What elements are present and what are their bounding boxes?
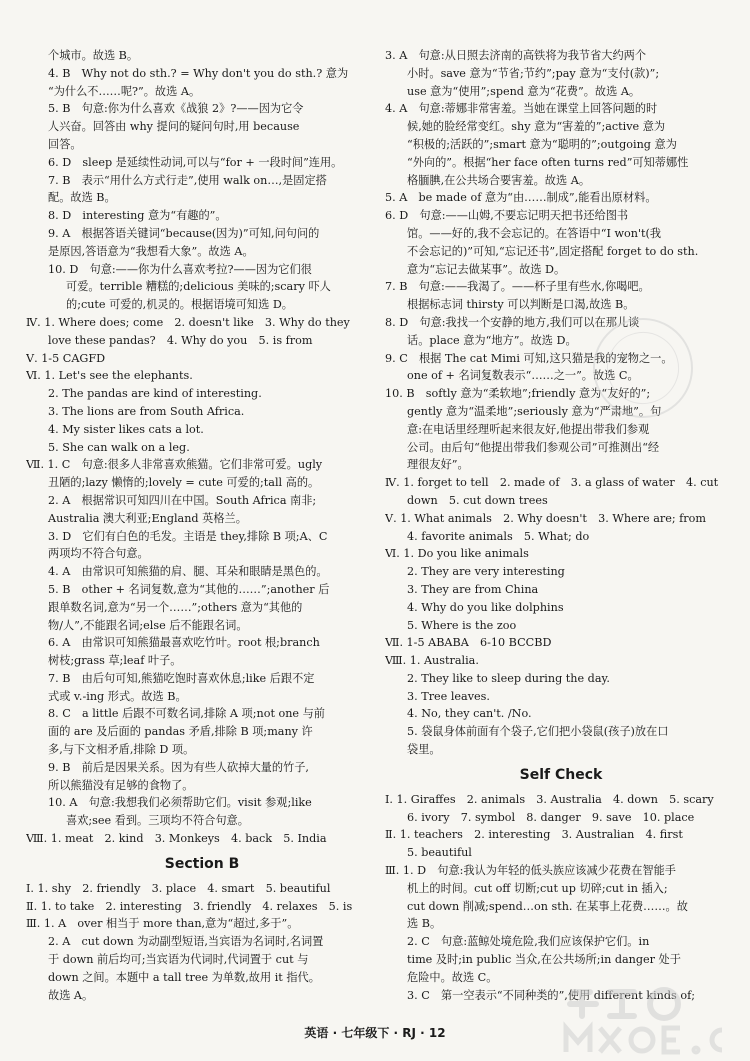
answer-line: 公司。由后句“他提出带我们参观公司”可推测出“经 bbox=[407, 440, 660, 454]
answer-line: down 之间。本题中 a tall tree 为单数,故用 it 指代。 bbox=[48, 970, 320, 984]
answer-line: Ⅲ. 1. D 句意:我认为年轻的低头族应该减少花费在智能手 bbox=[385, 864, 676, 878]
answer-line: “为什么不……呢?”。故选 A。 bbox=[48, 84, 201, 98]
answer-line: Ⅰ. 1. shy 2. friendly 3. place 4. smart 5. beautiful bbox=[26, 881, 331, 895]
answer-line: down 5. cut down trees bbox=[407, 493, 548, 507]
answer-line: 危险中。故选 C。 bbox=[407, 970, 498, 984]
answer-line: 意:在电话里经理听起来很友好,他提出带我们参观 bbox=[407, 422, 650, 436]
answer-line: “积极的;活跃的”;smart 意为“聪明的”;outgoing 意为 bbox=[407, 137, 677, 151]
answer-line: 根据标志词 thirsty 可以判断是口渴,故选 B。 bbox=[407, 298, 635, 312]
answer-line: 两项均不符合句意。 bbox=[48, 547, 149, 561]
answer-line: 6. D 句意:——山姆,不要忘记明天把书还给图书 bbox=[385, 209, 629, 223]
answer-line: 2. C 句意:蓝鲸处境危险,我们应该保护它们。in bbox=[407, 935, 650, 949]
answer-line: 8. C a little 后跟不可数名词,排除 A 项;not one 与前 bbox=[48, 707, 325, 721]
answer-line: 是原因,答语意为“我想看大象”。故选 A。 bbox=[48, 244, 254, 258]
answer-line: 10. A 句意:我想我们必须帮助它们。visit 参观;like bbox=[48, 796, 312, 810]
answer-line: 4. No, they can't. /No. bbox=[407, 707, 532, 721]
answer-line: 式或 v.-ing 形式。故选 B。 bbox=[48, 689, 187, 703]
answer-line: 5. 袋鼠身体前面有个袋子,它们把小袋鼠(孩子)放在口 bbox=[407, 725, 669, 739]
answer-line: 8. D interesting 意为“有趣的”。 bbox=[48, 209, 227, 223]
answer-line: 4. favorite animals 5. What; do bbox=[407, 529, 590, 543]
answer-line: 袋里。 bbox=[407, 743, 441, 757]
answer-line: 8. D 句意:我找一个安静的地方,我们可以在那儿谈 bbox=[385, 315, 640, 329]
page-footer: 英语 · 七年级下 · RJ · 12 bbox=[304, 1026, 446, 1040]
answer-line: Ⅴ. 1. What animals 2. Why doesn't 3. Where are; from bbox=[385, 511, 706, 525]
answer-line: “外向的”。根据“her face often turns red”可知蒂娜性 bbox=[407, 155, 689, 169]
answer-line: Australia 澳大利亚;England 英格兰。 bbox=[48, 511, 247, 525]
answer-line: Ⅱ. 1. teachers 2. interesting 3. Australian 4. first bbox=[385, 828, 683, 842]
answer-line: Ⅵ. 1. Let's see the elephants. bbox=[26, 369, 193, 383]
answer-line: 5. beautiful bbox=[407, 846, 472, 860]
answer-line: 2. A cut down 为动副型短语,当宾语为名词时,名词置 bbox=[48, 935, 324, 949]
answer-line: 3. C 第一空表示“不同种类的”,使用 different kinds of; bbox=[407, 988, 695, 1002]
answer-line: 配。故选 B。 bbox=[48, 191, 116, 205]
answer-line: 话。place 意为“地方”。故选 D。 bbox=[407, 333, 577, 347]
section-heading: Self Check bbox=[519, 766, 603, 783]
answer-line: 人兴奋。回答由 why 提问的疑问句时,用 because bbox=[48, 120, 300, 134]
answer-line: 4. My sister likes cats a lot. bbox=[48, 422, 204, 436]
answer-line: 小时。save 意为“节省;节约”;pay 意为“支付(款)”; bbox=[407, 66, 660, 80]
answer-line: Ⅲ. 1. A over 相当于 more than,意为“超过,多于”。 bbox=[26, 917, 299, 931]
answer-line: 可爱。terrible 糟糕的;delicious 美味的;scary 吓人 bbox=[66, 280, 331, 294]
right-column bbox=[385, 47, 737, 1004]
answer-line: 树枝;grass 草;leaf 叶子。 bbox=[48, 654, 182, 668]
answer-line: 5. B other + 名词复数,意为“其他的……”;another 后 bbox=[48, 582, 330, 596]
section-heading: Section B bbox=[164, 855, 240, 872]
answer-line: 3. The lions are from South Africa. bbox=[48, 404, 245, 418]
answer-line: Ⅱ. 1. to take 2. interesting 3. friendly 4. relaxes 5. is bbox=[26, 899, 353, 913]
answer-line: 6. A 由常识可知熊猫最喜欢吃竹叶。root 根;branch bbox=[48, 636, 320, 650]
answer-line: gently 意为“温柔地”;seriously 意为“严肃地”。句 bbox=[407, 404, 662, 418]
answer-line: 2. They like to sleep during the day. bbox=[407, 671, 610, 685]
answer-line: 理很友好”。 bbox=[407, 458, 469, 472]
answer-line: 候,她的脸经常变红。shy 意为“害羞的”;active 意为 bbox=[407, 120, 666, 134]
answer-line: 9. B 前后是因果关系。因为有些人砍掉大量的竹子, bbox=[48, 760, 309, 774]
answer-line: time 及时;in public 当众,在公共场所;in danger 处于 bbox=[407, 953, 681, 967]
answer-line: Ⅶ. 1. C 句意:很多人非常喜欢熊猫。它们非常可爱。ugly bbox=[26, 458, 323, 472]
answer-line: 4. A 句意:蒂娜非常害羞。当她在课堂上回答问题的时 bbox=[385, 102, 658, 116]
left-column bbox=[26, 47, 378, 1004]
answer-line: 10. D 句意:——你为什么喜欢考拉?——因为它们很 bbox=[48, 262, 312, 276]
answer-line: Ⅳ. 1. forget to tell 2. made of 3. a glass of water 4. cut bbox=[385, 476, 719, 490]
answer-line: 9. C 根据 The cat Mimi 可知,这只猫是我的宠物之一。 bbox=[385, 351, 673, 365]
answer-line: 的;cute 可爱的,机灵的。根据语境可知选 D。 bbox=[66, 298, 293, 312]
answer-line: 回答。 bbox=[48, 137, 82, 151]
answer-line: 7. B 句意:——我渴了。——杯子里有些水,你喝吧。 bbox=[385, 280, 650, 294]
answer-line: 5. A be made of 意为“由……制成”,能看出原材料。 bbox=[385, 191, 657, 205]
answer-line: Ⅷ. 1. Australia. bbox=[385, 654, 479, 668]
answer-line: 3. They are from China bbox=[407, 582, 539, 596]
answer-line: 故选 A。 bbox=[48, 988, 94, 1002]
answer-line: 丑陋的;lazy 懒惰的;lovely = cute 可爱的;tall 高的。 bbox=[48, 476, 320, 490]
answer-line: 5. B 句意:你为什么喜欢《战狼 2》?——因为它令 bbox=[48, 102, 304, 116]
answer-line: 4. B Why not do sth.? = Why don't you do sth.? 意为 bbox=[48, 66, 349, 80]
answer-line: 6. D sleep 是延续性动词,可以与“for + 一段时间”连用。 bbox=[48, 155, 343, 169]
answer-line: 10. B softly 意为“柔软地”;friendly 意为“友好的”; bbox=[385, 387, 651, 401]
answer-line: 5. Where is the zoo bbox=[407, 618, 517, 632]
answer-line: love these pandas? 4. Why do you 5. is from bbox=[48, 333, 313, 347]
answer-line: 9. A 根据答语关键词“because(因为)”可知,问句问的 bbox=[48, 226, 320, 240]
answer-line: 选 B。 bbox=[407, 917, 442, 931]
answer-line: Ⅳ. 1. Where does; come 2. doesn't like 3. Why do they bbox=[26, 315, 350, 329]
answer-line: Ⅷ. 1. meat 2. kind 3. Monkeys 4. back 5. India bbox=[26, 832, 327, 846]
answer-line: cut down 削减;spend…on sth. 在某事上花费……。故 bbox=[407, 899, 688, 913]
answer-line: 机上的时间。cut off 切断;cut up 切碎;cut in 插入; bbox=[407, 881, 668, 895]
answer-line: Ⅰ. 1. Giraffes 2. animals 3. Australia 4. down 5. scary bbox=[385, 792, 714, 806]
answer-line: 面的 are 及后面的 pandas 矛盾,排除 B 项;many 许 bbox=[48, 725, 313, 739]
answer-line: Ⅴ. 1-5 CAGFD bbox=[26, 351, 106, 365]
answer-line: 于 down 前后均可;当宾语为代词时,代词置于 cut 与 bbox=[48, 953, 309, 967]
site-watermark-logo bbox=[560, 980, 744, 1060]
answer-line: 4. A 由常识可知熊猫的肩、腿、耳朵和眼睛是黑色的。 bbox=[48, 565, 328, 579]
answer-line: 所以熊猫没有足够的食物了。 bbox=[48, 778, 194, 792]
answer-line: 不会忘记的)”可知,“忘记还书”,固定搭配 forget to do sth. bbox=[407, 244, 699, 258]
answer-line: 2. The pandas are kind of interesting. bbox=[48, 387, 262, 401]
answer-line: 喜欢;see 看到。三项均不符合句意。 bbox=[66, 814, 249, 828]
answer-line: 2. A 根据常识可知四川在中国。South Africa 南非; bbox=[48, 493, 317, 507]
answer-line: 个城市。故选 B。 bbox=[48, 49, 139, 62]
answer-line: 物/人”,不能跟名词;else 后不能跟名词。 bbox=[48, 618, 248, 632]
answer-line: 3. A 句意:从日照去济南的高铁将为我节省大约两个 bbox=[385, 49, 647, 62]
answer-line: 6. ivory 7. symbol 8. danger 9. save 10. place bbox=[407, 810, 695, 824]
answer-line: 格腼腆,在公共场合要害羞。故选 A。 bbox=[407, 173, 591, 187]
answer-line: 3. D 它们有白色的毛发。主语是 they,排除 B 项;A、C bbox=[48, 529, 328, 543]
answer-line: 意为“忘记去做某事”。故选 D。 bbox=[407, 262, 566, 276]
answer-line: 7. B 由后句可知,熊猫吃饱时喜欢休息;like 后跟不定 bbox=[48, 671, 315, 685]
answer-line: 2. They are very interesting bbox=[407, 565, 565, 579]
answer-line: one of + 名词复数表示“……之一”。故选 C。 bbox=[407, 369, 639, 383]
answer-line: Ⅶ. 1-5 ABABA 6-10 BCCBD bbox=[385, 636, 552, 650]
answer-line: 多,与下文相矛盾,排除 D 项。 bbox=[48, 743, 195, 757]
answer-line: use 意为“使用”;spend 意为“花费”。故选 A。 bbox=[407, 84, 641, 98]
answer-line: 3. Tree leaves. bbox=[407, 689, 490, 703]
answer-line: 跟单数名词,意为“另一个……”;others 意为“其他的 bbox=[48, 600, 303, 614]
answer-line: 5. She can walk on a leg. bbox=[48, 440, 190, 454]
answer-line: 7. B 表示“用什么方式行走”,使用 walk on…,是固定搭 bbox=[48, 173, 327, 187]
answer-line: 馆。——好的,我不会忘记的。在答语中“I won't(我 bbox=[407, 226, 662, 240]
answer-line: Ⅵ. 1. Do you like animals bbox=[385, 547, 529, 561]
answer-line: 4. Why do you like dolphins bbox=[407, 600, 564, 614]
